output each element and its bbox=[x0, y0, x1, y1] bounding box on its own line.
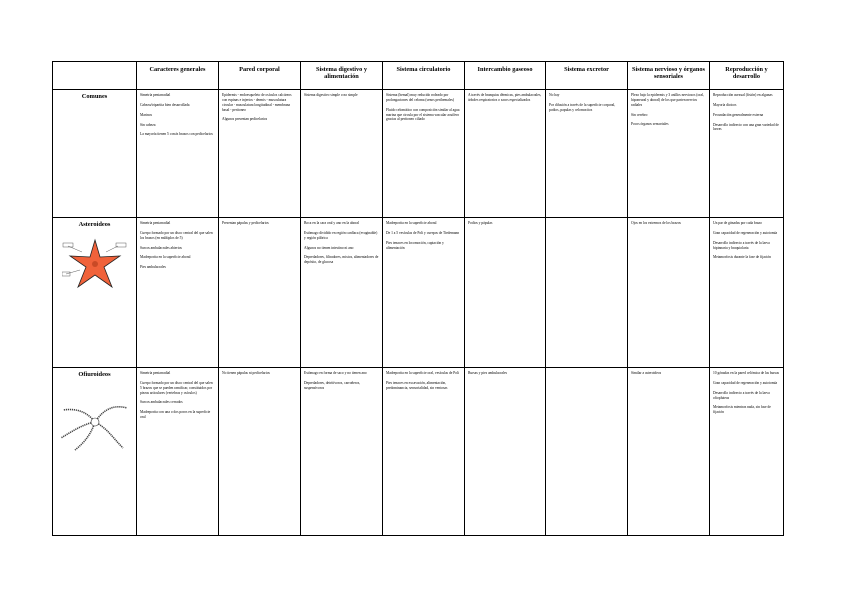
cell-sistema-excretor bbox=[546, 368, 628, 536]
cell-caracteres-generales bbox=[137, 368, 219, 536]
header-sistema-digestivo: Sistema digestivo y alimentación bbox=[301, 62, 383, 90]
cell-text: Un par de gónadas por cada brazo bbox=[713, 221, 762, 225]
cell-text: Gran capacidad de regeneración y autotomía bbox=[713, 380, 778, 385]
cell-text: La mayoría tienen 5 o más brazos con pedicelarios bbox=[140, 132, 213, 137]
row-title: Comunes bbox=[81, 93, 108, 100]
cell-text: Sin cerebro bbox=[631, 112, 648, 117]
cell-text: Fluido celomático con composición similar al agua marina que circula por el sistema vascular acuífero gracias al peritoneo ciliado bbox=[386, 107, 460, 122]
cell-text: Depredadores, filtradores, mixtos, alimentadores de depósito, de glucosa bbox=[304, 255, 379, 265]
cell-sistema-excretor bbox=[546, 90, 628, 218]
header-intercambio-gaseoso: Intercambio gaseoso bbox=[465, 62, 546, 90]
cell-text: Marinos bbox=[140, 112, 152, 117]
cell-text: No tienen pápulas ni pedicelarios bbox=[222, 371, 270, 375]
cell-text: Estómago en forma de saco y no tienen ano bbox=[304, 371, 367, 375]
row-title-cell bbox=[53, 368, 137, 536]
cell-reproduccion bbox=[710, 218, 784, 368]
cell-text: Mayoría dioicos bbox=[713, 102, 737, 107]
cell-text: Podios y pápulas bbox=[468, 221, 493, 225]
cell-text: Presentan pápulas y pedicelarios bbox=[222, 221, 269, 225]
cell-text: Cuerpo formado por un disco central del que salen los brazos (en múltiplos de 5) bbox=[140, 230, 213, 240]
cell-text: Pocos órganos sensoriales bbox=[631, 122, 669, 127]
cell-text: De 1 a 5 vesículas de Poli y cuerpos de Tiedemann bbox=[386, 230, 460, 235]
cell-text: Plexo bajo la epidermis y 3 anillos nerviosos (oral, hiponeural y aboral) de los que parten nervios radiales bbox=[631, 93, 704, 107]
cell-sistema-digestivo bbox=[301, 368, 383, 536]
cell-text: Pies tenaces en locomoción, captación y alimentación bbox=[386, 240, 444, 250]
cell-text: Ojos en los extremos de los brazos bbox=[631, 221, 681, 225]
header-sistema-excretor: Sistema excretor bbox=[546, 62, 628, 90]
cell-text: Desarrollo indirecto con una gran variedad de larvas bbox=[713, 122, 779, 132]
cell-caracteres-generales bbox=[137, 90, 219, 218]
cell-sistema-circulatorio bbox=[383, 218, 465, 368]
cell-text: Desarrollo indirecto a través de la larva bipinnaria y braquiolaria bbox=[713, 240, 770, 250]
header-row bbox=[53, 62, 784, 90]
cell-intercambio-gaseoso bbox=[465, 218, 546, 368]
cell-sistema-digestivo bbox=[301, 218, 383, 368]
header-reproduccion: Reproducción y desarrollo bbox=[710, 62, 784, 90]
row-ofiuroideos bbox=[53, 368, 784, 536]
starfish-illustration bbox=[62, 234, 128, 296]
cell-text: Pies ambulacrales bbox=[140, 265, 166, 270]
row-asteroideos bbox=[53, 218, 784, 368]
row-title: Asteroideos bbox=[78, 221, 111, 228]
cell-text: Bursas y pies ambulacrales bbox=[468, 371, 508, 375]
cell-sistema-nervioso bbox=[628, 218, 710, 368]
cell-text: Pies tenaces en excavación, alimentación, predominancia, sensorialidad, sin ventosas bbox=[386, 380, 448, 390]
cell-text: Estómago dividido en región cardíaca (evaginable) y región pilórica bbox=[304, 230, 378, 240]
cell-text: Algunos no tienen intestino ni ano bbox=[304, 245, 354, 250]
header-sistema-circulatorio: Sistema circulatorio bbox=[383, 62, 465, 90]
cell-text: Fecundación generalmente externa bbox=[713, 112, 764, 117]
row-title-cell bbox=[53, 90, 137, 218]
cell-text: Por difusión a través de la superficie corporal, podios, papulas y celomocitos bbox=[549, 102, 616, 112]
cell-sistema-digestivo bbox=[301, 90, 383, 218]
cell-text: A través de branquias dérmicas, pies ambulacrales, árboles respiratorios o sacos especializados bbox=[468, 93, 542, 102]
row-comunes bbox=[53, 90, 784, 218]
cell-text: No hay bbox=[549, 93, 560, 97]
cell-sistema-circulatorio bbox=[383, 90, 465, 218]
cell-reproduccion bbox=[710, 90, 784, 218]
cell-text: Simetría pentarradial bbox=[140, 221, 171, 225]
cell-pared-corporal bbox=[219, 368, 301, 536]
cell-caracteres-generales bbox=[137, 218, 219, 368]
cell-text: Metamorfosis durante la fase de fijación bbox=[713, 255, 771, 260]
header-caracteres-generales: Caracteres generales bbox=[137, 62, 219, 90]
cell-text: Reproducción asexual (fisión) en algunas bbox=[713, 93, 773, 97]
cell-text: Sin cabeza bbox=[140, 122, 156, 127]
cell-sistema-nervioso bbox=[628, 90, 710, 218]
header-pared-corporal: Pared corporal bbox=[219, 62, 301, 90]
cell-text: Madreporita con una o dos poros en la superficie oral bbox=[140, 410, 211, 420]
cell-text: Similar a asteroideos bbox=[631, 371, 662, 375]
cell-pared-corporal bbox=[219, 218, 301, 368]
cell-sistema-excretor bbox=[546, 218, 628, 368]
cell-reproduccion bbox=[710, 368, 784, 536]
cell-text: Madreporita en la superficie oral, vesículas de Poli bbox=[386, 371, 460, 375]
cell-text: Surcos ambulacrales abiertos bbox=[140, 245, 182, 250]
cell-text: Cuerpo formado por un disco central del que salen 5 brazos que se pueden ramificar, constituidos por piezas articulares (vertebras y osículos) bbox=[140, 380, 213, 395]
cell-text: Simetría pentarradial bbox=[140, 93, 171, 97]
cell-text: Sistema (hemal) muy reducido rodeado por prolongaciones del celoma (senos perihemales) bbox=[386, 93, 455, 102]
cell-text: Metamorfosis mientras nada, sin fase de fijación bbox=[713, 405, 771, 415]
row-title: Ofiuroideos bbox=[78, 371, 111, 378]
header-sistema-nervioso: Sistema nervioso y órganos sensoriales bbox=[628, 62, 710, 90]
cell-text: Gran capacidad de regeneración y autotomía bbox=[713, 230, 778, 235]
cell-text: Epidermis - endoesqueleto de osículos calcáreos con espinas e injertos - dermis - musculatura circular - musculatura longitudinal - membrana basal - peritoneo bbox=[222, 93, 292, 112]
comparison-table bbox=[52, 61, 784, 536]
cell-text: Cabeza/tripartita bien desarrollada bbox=[140, 102, 190, 107]
cell-text: Depredadores, detritívoros, carroñeros, suspensívoros bbox=[304, 380, 361, 390]
cell-intercambio-gaseoso bbox=[465, 90, 546, 218]
cell-text: Sistema digestivo simple o no simple bbox=[304, 93, 358, 97]
brittle-star-icon bbox=[61, 407, 127, 450]
cell-text: Desarrollo indirecto a través de la larva ofiopluteus bbox=[713, 390, 770, 400]
brittle-star-illustration bbox=[57, 392, 133, 454]
cell-text: 10 gónadas en la pared celómica de las bursas bbox=[713, 371, 780, 375]
cell-text: Algunos presentan pedicelarios bbox=[222, 117, 268, 122]
cell-intercambio-gaseoso bbox=[465, 368, 546, 536]
cell-sistema-nervioso bbox=[628, 368, 710, 536]
cell-text: Boca en la cara oral y ano en la aboral bbox=[304, 221, 359, 225]
cell-text: Simetría pentarradial bbox=[140, 371, 171, 375]
cell-sistema-circulatorio bbox=[383, 368, 465, 536]
cell-text: Madreporita en la superficie aboral bbox=[140, 255, 191, 260]
header-cell-empty bbox=[53, 62, 137, 90]
cell-text: Surcos ambulacrales cerrados bbox=[140, 400, 183, 405]
row-title-cell bbox=[53, 218, 137, 368]
cell-pared-corporal bbox=[219, 90, 301, 218]
cell-text: Madreporita en la superficie aboral bbox=[386, 221, 437, 225]
